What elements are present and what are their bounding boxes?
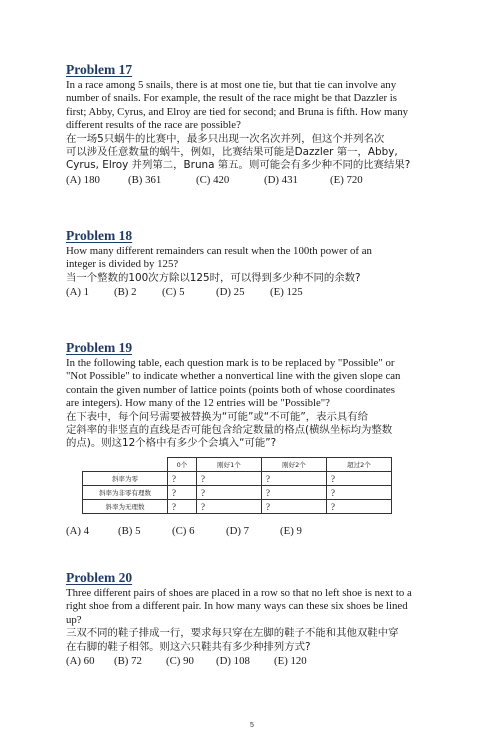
choice-c: (C) 90: [166, 655, 194, 668]
problem-text-en-line: How many different remainders can result when the 100th power of an: [66, 245, 372, 257]
choice-d: (D) 7: [226, 525, 250, 537]
problem-20: [66, 570, 452, 668]
problem-title: Problem 17: [66, 62, 133, 77]
table-cell: ?: [197, 500, 262, 514]
table-row: [83, 500, 392, 514]
table-cell: ?: [168, 500, 197, 514]
problem-text-zh-line: 当一个整数的100次方除以125时，可以得到多少种不同的余数?: [66, 271, 361, 284]
table-cell: ?: [327, 500, 392, 514]
problem-title: Problem 19: [66, 340, 133, 355]
lattice-points-table: [82, 457, 392, 514]
answer-choices: [66, 285, 452, 299]
choice-d: (D) 108: [216, 655, 250, 668]
problem-text-en-line: In a race among 5 snails, there is at most one tie, but that tie can involve any: [66, 79, 397, 91]
problem-text-en-line: "Not Possible" to indicate whether a nonvertical line with the given slope can: [66, 370, 401, 383]
table-header-row: [83, 458, 392, 472]
problem-text-zh-line: 在下表中，每个问号需要被替换为“可能”或“不可能”，表示具有给: [66, 410, 369, 423]
table-cell: ?: [262, 472, 327, 486]
problem-text-en-line: first; Abby, Cyrus, and Elroy are tied for second; and Bruna is fifth. How many: [66, 105, 409, 118]
table-corner: [83, 458, 168, 472]
table-cell: ?: [197, 486, 262, 500]
choice-b: (B) 361: [128, 173, 162, 186]
table-cell: ?: [197, 472, 262, 486]
problem-text-en-line: integer is divided by 125?: [66, 258, 179, 271]
choice-d: (D) 431: [264, 173, 298, 186]
table-cell: ?: [262, 486, 327, 500]
choice-c: (C) 420: [196, 173, 230, 186]
problem-17: [66, 62, 452, 187]
column-header: 超过2个: [327, 458, 392, 472]
table-cell: ?: [262, 500, 327, 514]
problem-text-zh-line: 在右脚的鞋子相邻。则这六只鞋共有多少种排列方式?: [66, 640, 311, 653]
problem-text-en-line: up?: [66, 613, 82, 626]
problem-text-en-line: right shoe from a different pair. In how many ways can these six shoes be lined: [66, 600, 408, 613]
row-label: 斜率为零: [83, 472, 168, 486]
row-label: 斜率为无理数: [83, 500, 168, 514]
problem-19: [66, 340, 452, 451]
answer-choices: [66, 654, 452, 668]
table-cell: ?: [168, 472, 197, 486]
choice-c: (C) 5: [162, 286, 185, 299]
problem-18: [66, 228, 452, 299]
problem-text-zh-line: 定斜率的非竖直的直线是否可能包含给定数量的格点(横纵坐标均为整数: [66, 424, 393, 437]
column-header: 刚好1个: [197, 458, 262, 472]
choice-b: (B) 2: [114, 286, 137, 299]
problem-text-zh-line: 可以涉及任意数量的蜗牛，例如，比赛结果可能是Dazzler 第一，Abby,: [66, 146, 398, 159]
choice-e: (E) 120: [274, 655, 307, 668]
choice-b: (B) 5: [118, 525, 141, 537]
problem-text-zh-line: 在一场5只蜗牛的比赛中，最多只出现一次名次并列，但这个并列名次: [66, 132, 385, 145]
table-row: [83, 472, 392, 486]
table-row: [83, 486, 392, 500]
problem-text-en-line: Three different pairs of shoes are placed in a row so that no left shoe is next to a: [66, 587, 412, 599]
choice-b: (B) 72: [114, 655, 142, 668]
problem-19-choices: [66, 524, 452, 538]
table-cell: ?: [327, 472, 392, 486]
choice-a: (A) 4: [66, 525, 90, 537]
choice-e: (E) 9: [280, 525, 302, 537]
problem-text-en-line: In the following table, each question mark is to be replaced by "Possible" or: [66, 357, 395, 369]
row-label: 斜率为非零有理数: [83, 486, 168, 500]
table-cell: ?: [327, 486, 392, 500]
problem-text-zh-line: 三双不同的鞋子排成一行，要求每只穿在左脚的鞋子不能和其他双鞋中穿: [66, 627, 399, 640]
choice-a: (A) 180: [66, 173, 100, 186]
column-header: 0个: [168, 458, 197, 472]
answer-choices: [66, 524, 452, 538]
problem-text-en-line: number of snails. For example, the result of the race might be that Dazzler is: [66, 92, 397, 105]
column-header: 刚好2个: [262, 458, 327, 472]
problem-text-en-line: are integers). How many of the 12 entries will be "Possible"?: [66, 397, 330, 410]
problem-title: Problem 20: [66, 570, 133, 585]
choice-c: (C) 6: [172, 525, 195, 537]
problem-title: Problem 18: [66, 228, 133, 243]
answer-choices: [66, 173, 452, 187]
page-number: 5: [250, 722, 254, 729]
problem-text-en-line: different results of the race are possible?: [66, 119, 241, 132]
problem-text-zh-line: Cyrus, Elroy 并列第二，Bruna 第五。则可能会有多少种不同的比赛结果?: [66, 159, 411, 172]
problem-text-zh-line: 的点)。则这12个格中有多少个会填入“可能”?: [66, 437, 277, 450]
choice-e: (E) 720: [330, 173, 363, 186]
problem-text-en-line: contain the given number of lattice points (points both of whose coordinates: [66, 383, 395, 396]
choice-a: (A) 1: [66, 286, 90, 299]
choice-e: (E) 125: [270, 286, 303, 299]
choice-d: (D) 25: [216, 286, 245, 299]
table-cell: ?: [168, 486, 197, 500]
choice-a: (A) 60: [66, 655, 95, 668]
